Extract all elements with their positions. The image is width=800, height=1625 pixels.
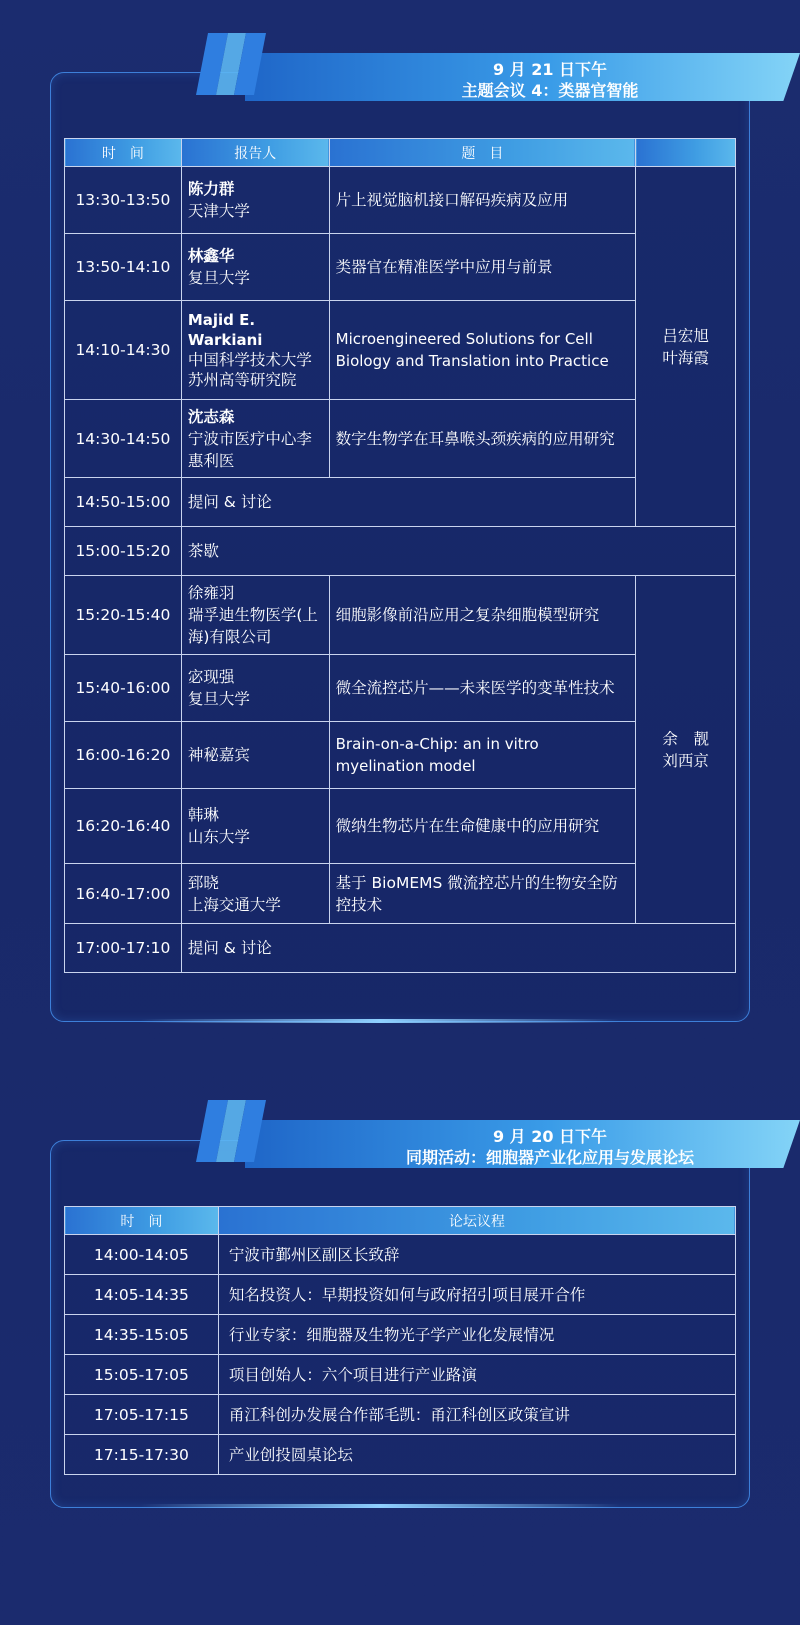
row-topic: 数字生物学在耳鼻喉头颈疾病的应用研究 [329,400,636,478]
speaker-name: 林鑫华 [187,247,235,265]
speaker-affil: 天津大学 [187,202,250,220]
row-agenda: 甬江科创办发展合作部毛凯：甬江科创区政策宣讲 [218,1395,735,1435]
speaker-name: 徐雍羽 [187,584,235,602]
table-row [65,1395,736,1435]
row-break: 茶歇 [181,527,735,576]
stylized-n-logo-icon [190,25,270,103]
row-topic: 微纳生物芯片在生命健康中的应用研究 [329,789,636,864]
speaker-affil: 复旦大学 [187,269,250,287]
row-agenda: 宁波市鄞州区副区长致辞 [218,1235,735,1275]
table-row [65,1315,736,1355]
table-row [65,864,736,924]
row-agenda: 行业专家：细胞器及生物光子学产业化发展情况 [218,1315,735,1355]
row-time: 17:00-17:10 [65,924,182,973]
table-row [65,924,736,973]
table-row [65,167,736,234]
session-chairs-2 [636,576,736,924]
speaker-cell [181,789,329,864]
speaker-affil: 瑞孚迪生物医学(上海)有限公司 [187,606,318,646]
speaker-name: 宓现强 [187,668,235,686]
session2-table [64,1206,736,1475]
session2-header-row [65,1207,736,1235]
header-topic: 题 目 [329,139,636,167]
row-time: 13:30-13:50 [65,167,182,234]
table-row [65,301,736,400]
speaker-name: 陈力群 [187,180,235,198]
speaker-cell [181,576,329,655]
row-time: 14:35-15:05 [65,1315,219,1355]
table-row [65,400,736,478]
session1-header-row [65,139,736,167]
row-topic: 类器官在精准医学中应用与前景 [329,234,636,301]
row-time: 15:05-17:05 [65,1355,219,1395]
row-time: 16:00-16:20 [65,722,182,789]
table-row [65,478,736,527]
session2-glow [140,1504,620,1508]
speaker-name: 神秘嘉宾 [187,746,250,764]
header-chair [636,139,736,167]
speaker-cell [181,400,329,478]
speaker-affil: 上海交通大学 [187,895,281,914]
session2-subtitle: 同期活动：细胞器产业化应用与发展论坛 [405,1148,694,1167]
speaker-cell [181,722,329,789]
session1-subtitle: 主题会议 4：类器官智能 [461,81,639,100]
table-row [65,1275,736,1315]
speaker-cell [181,655,329,722]
session1-glow [140,1019,620,1023]
speaker-cell [181,167,329,234]
row-time: 17:05-17:15 [65,1395,219,1435]
speaker-name: 韩琳 [187,806,219,824]
row-topic: Microengineered Solutions for Cell Biology and Translation into Practice [329,301,636,400]
row-time: 16:40-17:00 [65,864,182,924]
table-row [65,527,736,576]
row-agenda: 产业创投圆桌论坛 [218,1435,735,1475]
speaker-name: 郅晓 [187,873,219,892]
speaker-name: 沈志森 [187,407,235,426]
chair-name: 吕宏旭 [662,326,709,345]
row-topic: 片上视觉脑机接口解码疾病及应用 [329,167,636,234]
row-time: 15:20-15:40 [65,576,182,655]
row-time: 16:20-16:40 [65,789,182,864]
table-row [65,722,736,789]
row-time: 14:30-14:50 [65,400,182,478]
row-topic: 细胞影像前沿应用之复杂细胞模型研究 [329,576,636,655]
row-time: 15:40-16:00 [65,655,182,722]
row-discussion: 提问 & 讨论 [181,478,635,527]
session2-date: 9 月 20 日下午 [492,1127,608,1146]
header-speaker: 报告人 [181,139,329,167]
speaker-cell [181,864,329,924]
table-row [65,576,736,655]
row-agenda: 知名投资人：早期投资如何与政府招引项目展开合作 [218,1275,735,1315]
speaker-cell [181,234,329,301]
table-row [65,1435,736,1475]
speaker-name: Majid E. Warkiani [187,311,263,349]
header-time: 时 间 [65,1207,219,1235]
speaker-affil: 中国科学技术大学苏州高等研究院 [187,351,312,389]
row-time: 14:05-14:35 [65,1275,219,1315]
header-agenda: 论坛议程 [218,1207,735,1235]
chair-name: 余 靓 [662,729,709,748]
row-topic: Brain-on-a-Chip: an in vitro myelination model [329,722,636,789]
row-time: 15:00-15:20 [65,527,182,576]
row-topic: 微全流控芯片——未来医学的变革性技术 [329,655,636,722]
speaker-affil: 宁波市医疗中心李惠利医 [187,429,312,470]
session-chairs-1 [636,167,736,527]
row-time: 14:00-14:05 [65,1235,219,1275]
row-time: 14:50-15:00 [65,478,182,527]
speaker-cell [181,301,329,400]
row-topic: 基于 BioMEMS 微流控芯片的生物安全防控技术 [329,864,636,924]
session1-table [64,138,736,973]
table-row [65,234,736,301]
table-row [65,1235,736,1275]
session2-banner [190,1112,800,1168]
speaker-affil: 复旦大学 [187,690,250,708]
session1-date: 9 月 21 日下午 [492,60,608,79]
table-row [65,655,736,722]
row-time: 17:15-17:30 [65,1435,219,1475]
row-agenda: 项目创始人：六个项目进行产业路演 [218,1355,735,1395]
table-row [65,1355,736,1395]
row-time: 14:10-14:30 [65,301,182,400]
speaker-affil: 山东大学 [187,828,250,846]
chair-name: 叶海霞 [662,348,709,367]
chair-name: 刘西京 [662,751,709,770]
row-discussion: 提问 & 讨论 [181,924,735,973]
session1-banner [190,45,800,101]
table-row [65,789,736,864]
row-time: 13:50-14:10 [65,234,182,301]
header-time: 时 间 [65,139,182,167]
stylized-n-logo-icon [190,1092,270,1170]
